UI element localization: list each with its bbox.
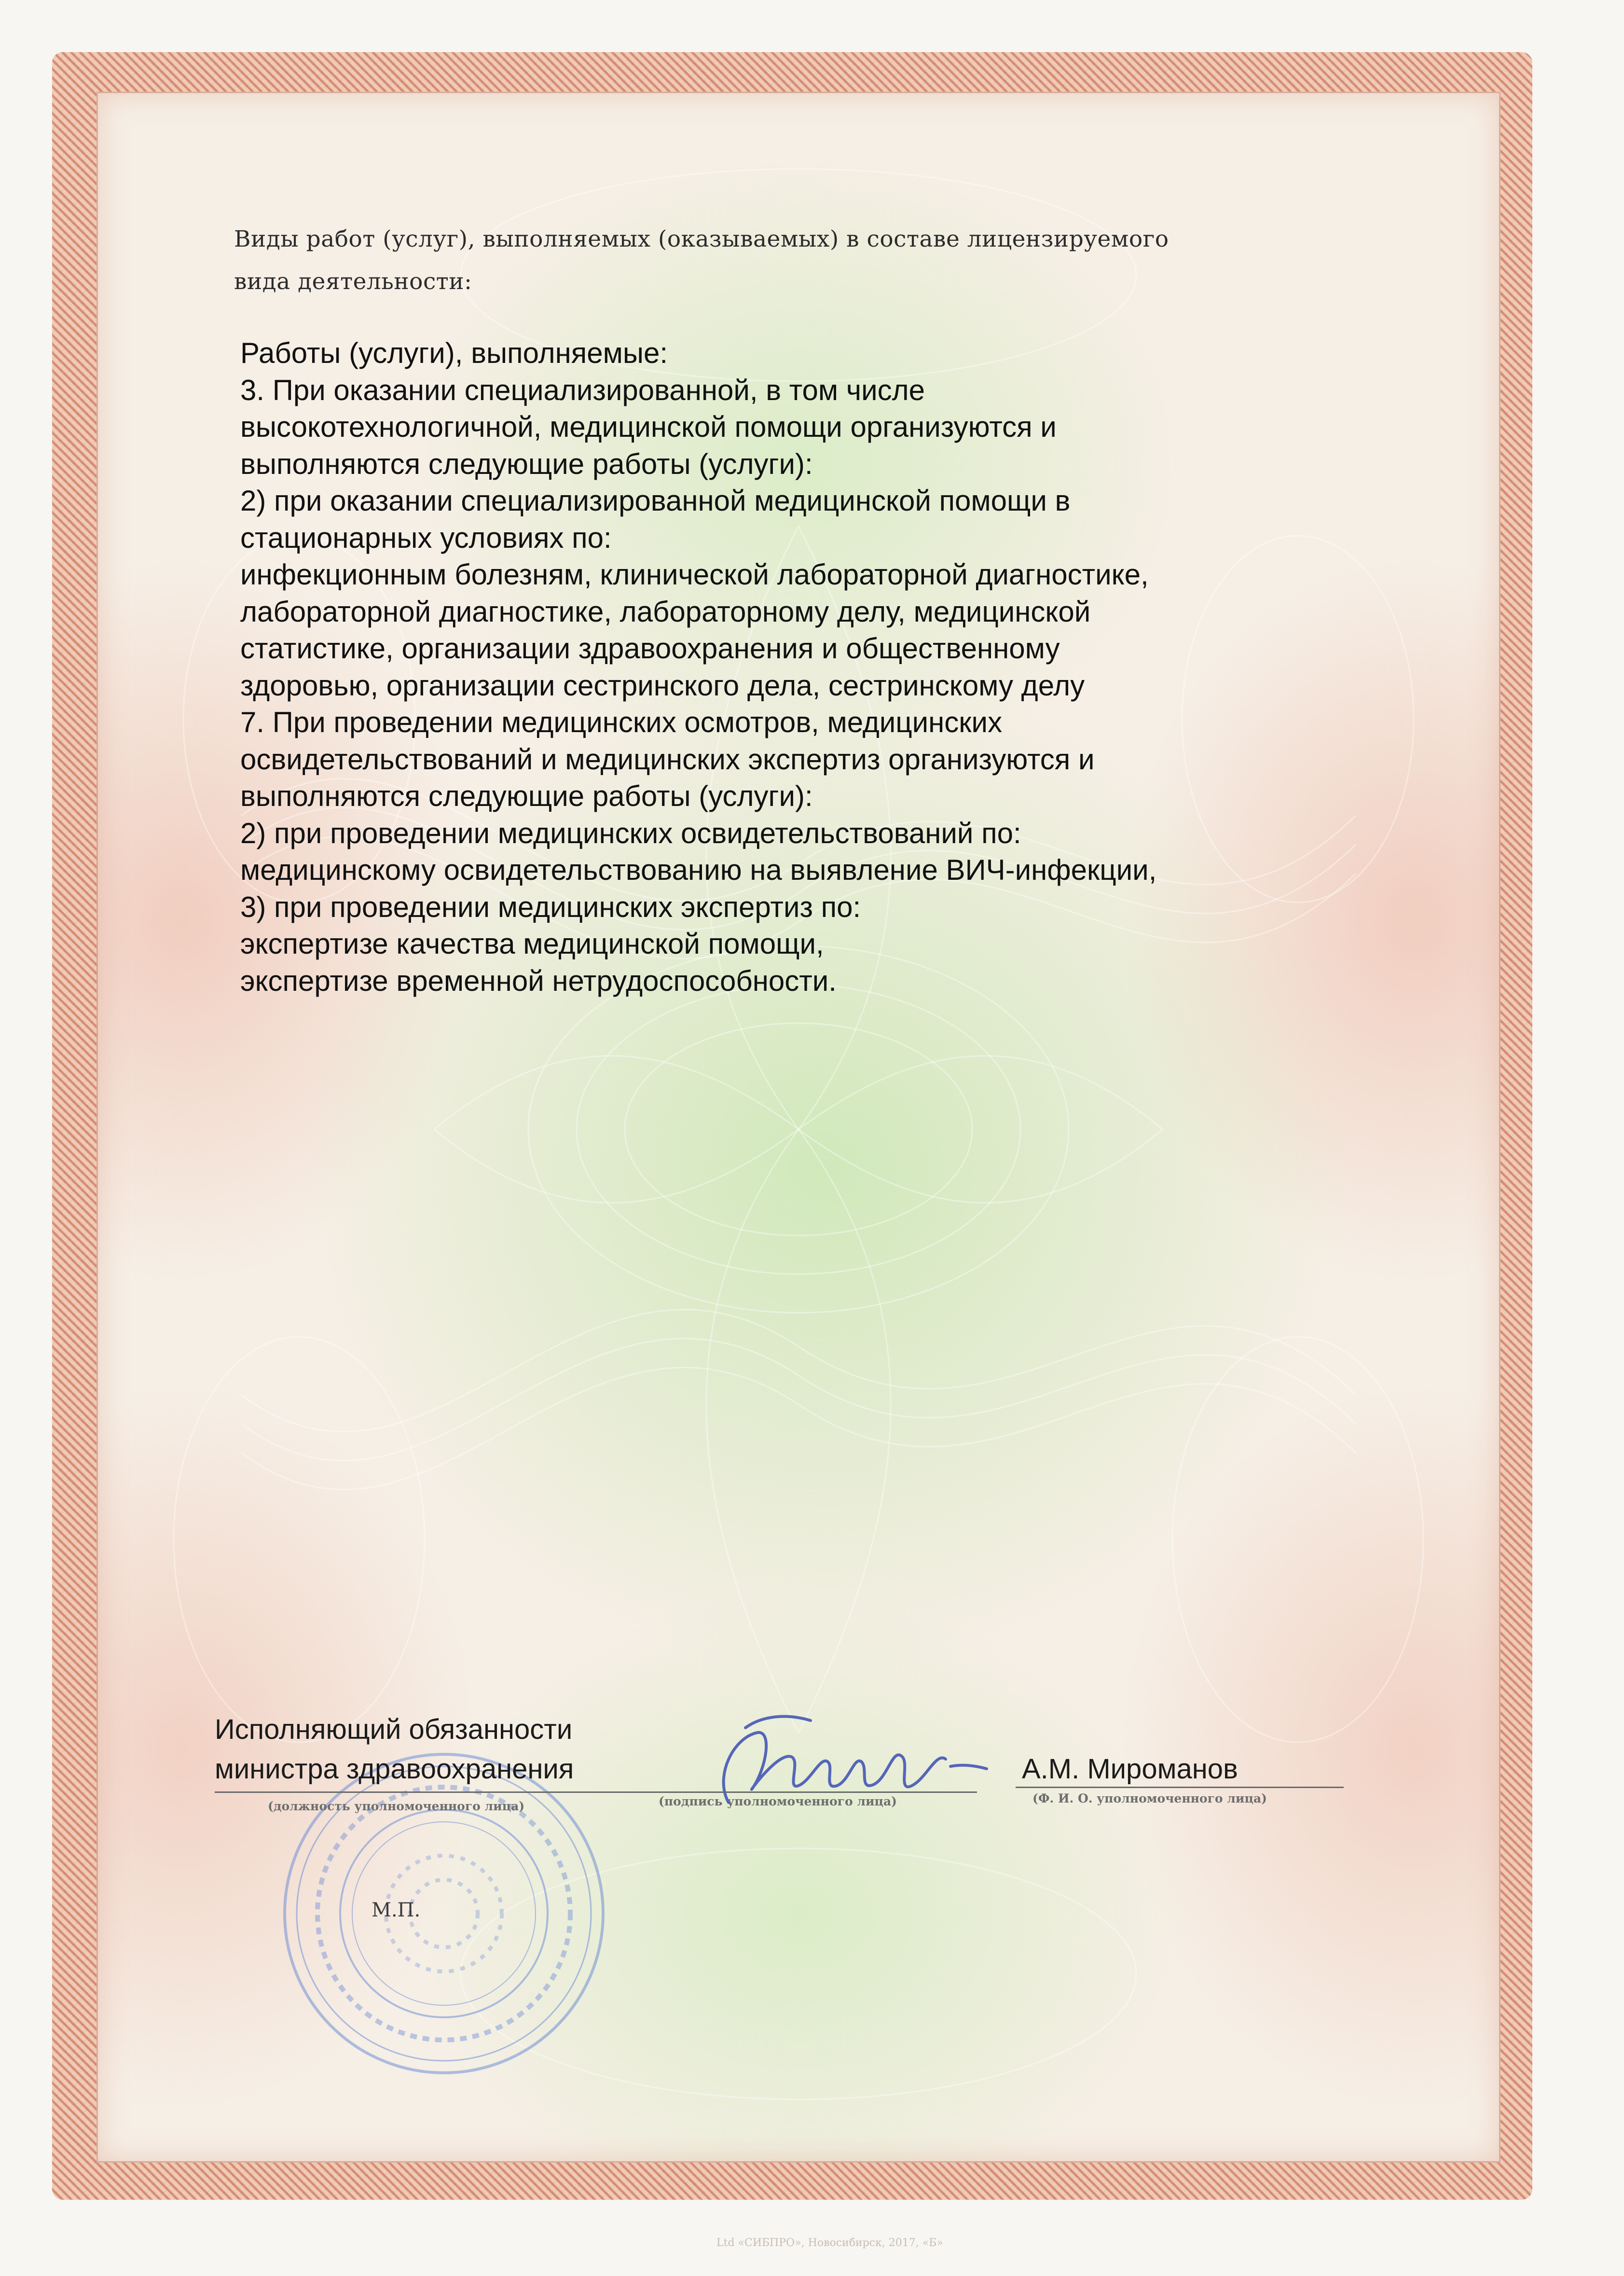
caption-signature: (подпись уполномоченного лица) [659, 1794, 897, 1808]
caption-position: (должность уполномоченного лица) [268, 1799, 525, 1813]
signer-position-line-2: министра здравоохранения [215, 1753, 574, 1785]
service-line: стационарных условиях по: [240, 521, 612, 554]
handwritten-signature [700, 1699, 999, 1819]
caption-fio: (Ф. И. О. уполномоченного лица) [1032, 1791, 1267, 1805]
service-line: здоровью, организации сестринского дела, сестринскому делу [240, 669, 1085, 702]
service-line: статистике, организации здравоохранения и общественному [240, 632, 1060, 665]
service-line: 2) при оказании специализированной медицинской помощи в [240, 485, 1071, 517]
signer-position-line-1: Исполняющий обязанности [215, 1714, 573, 1745]
licensed-activity-header [234, 218, 1421, 303]
service-line: выполняются следующие работы (услуги): [240, 447, 813, 480]
service-line: выполняются следующие работы (услуги): [240, 780, 813, 812]
services-list [240, 335, 1398, 999]
service-line: 3. При оказании специализированной, в том числе [240, 374, 925, 406]
service-line: высокотехнологичной, медицинской помощи организуются и [240, 411, 1057, 443]
service-line: 7. При проведении медицинских осмотров, медицинских [240, 706, 1003, 738]
service-line: освидетельствований и медицинских экспертиз организуются и [240, 743, 1095, 776]
service-line: инфекционным болезням, клинической лабораторной диагностике, [240, 558, 1149, 591]
signer-name: А.М. Мироманов [1022, 1753, 1238, 1785]
service-line: экспертизе временной нетрудоспособности. [240, 964, 837, 997]
service-line: медицинскому освидетельствованию на выявление ВИЧ-инфекции, [240, 854, 1157, 886]
service-line: экспертизе качества медицинской помощи, [240, 928, 824, 960]
service-line: 2) при проведении медицинских освидетельствований по: [240, 817, 1021, 849]
seal-place-label: М.П. [372, 1899, 421, 1921]
official-stamp [277, 1747, 610, 2080]
service-line: 3) при проведении медицинских экспертиз по: [240, 890, 861, 923]
service-line: Работы (услуги), выполняемые: [240, 337, 668, 369]
header-line-2: вида деятельности: [234, 268, 472, 295]
position-underline [215, 1791, 663, 1793]
service-line: лабораторной диагностике, лабораторному делу, медицинской [240, 595, 1091, 628]
header-line-1: Виды работ (услуг), выполняемых (оказываемых) в составе лицензируемого [234, 226, 1169, 252]
fio-underline [1016, 1787, 1344, 1788]
printer-imprint: Ltd «СИБПРО», Новосибирск, 2017, «Б» [716, 2237, 943, 2249]
